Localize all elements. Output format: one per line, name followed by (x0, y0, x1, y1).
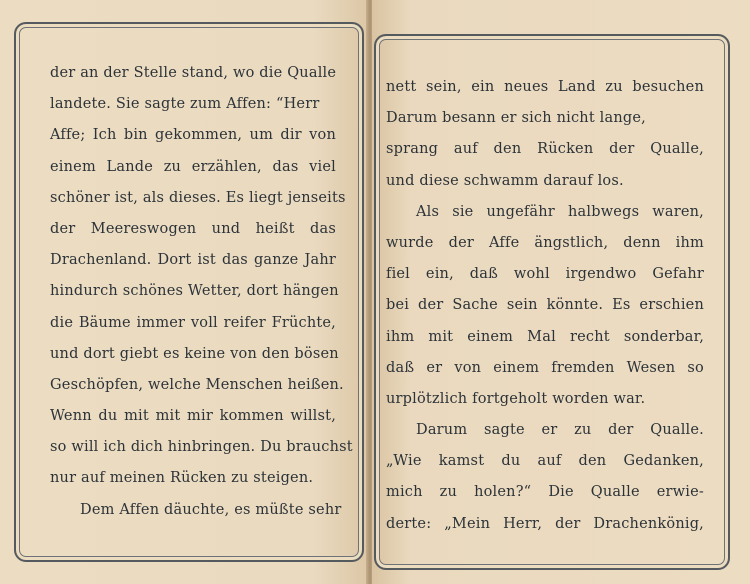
text-line: Geschöpfen, welche Menschen heißen. (50, 376, 344, 393)
text-line: schöner ist, als dieses. Es liegt jenseits (50, 189, 346, 206)
text-line: wurde der Affe ängstlich, denn ihm (386, 234, 704, 251)
text-line: mich zu holen?“ Die Qualle erwie- (386, 484, 704, 501)
text-line: ihm mit einem Mal recht sonderbar, (386, 328, 704, 345)
text-line: einem Lande zu erzählen, das viel (50, 158, 336, 175)
text-line: und dort giebt es keine von den bösen (50, 345, 339, 362)
text-line: fiel ein, daß wohl irgendwo Gefahr (386, 266, 704, 283)
text-line: urplötzlich fortgeholt worden war. (386, 390, 646, 407)
text-line: Drachenland. Dort ist das ganze Jahr (50, 252, 336, 269)
text-line: „Wie kamst du auf den Gedanken, (386, 453, 704, 470)
text-line: derte: „Mein Herr, der Drachenkönig, (386, 515, 704, 532)
right-page-text (386, 72, 704, 540)
text-line: Darum sagte er zu der Qualle. (416, 422, 704, 439)
text-line: Als sie ungefähr halbwegs waren, (416, 203, 704, 220)
text-line: nur auf meinen Rücken zu steigen. (50, 470, 314, 487)
text-line: sprang auf den Rücken der Qualle, (386, 141, 704, 158)
left-page-text (50, 58, 353, 526)
text-line: und diese schwamm darauf los. (386, 172, 624, 189)
text-line: landete. Sie sagte zum Affen: “Herr (50, 96, 320, 113)
text-line: Darum besann er sich nicht lange, (386, 110, 646, 127)
text-line: der an der Stelle stand, wo die Qualle (50, 65, 337, 81)
text-line: daß er von einem fremden Wesen so (386, 359, 704, 376)
text-line: Wenn du mit mit mir kommen willst, (50, 408, 336, 425)
text-line: nett sein, ein neues Land zu besuchen (386, 79, 704, 95)
text-line: Affe; Ich bin gekommen, um dir von (50, 127, 336, 144)
left-page (0, 0, 368, 584)
text-line: die Bäume immer voll reifer Früchte, (50, 314, 336, 331)
text-line: der Meereswogen und heißt das (50, 220, 336, 237)
text-line: Dem Affen däuchte, es müßte sehr (80, 501, 342, 518)
text-line: hindurch schönes Wetter, dort hängen (50, 283, 339, 300)
text-line: bei der Sache sein könnte. Es erschien (386, 297, 704, 314)
right-page (372, 0, 750, 584)
text-line: so will ich dich hinbringen. Du brauchst (50, 439, 353, 456)
